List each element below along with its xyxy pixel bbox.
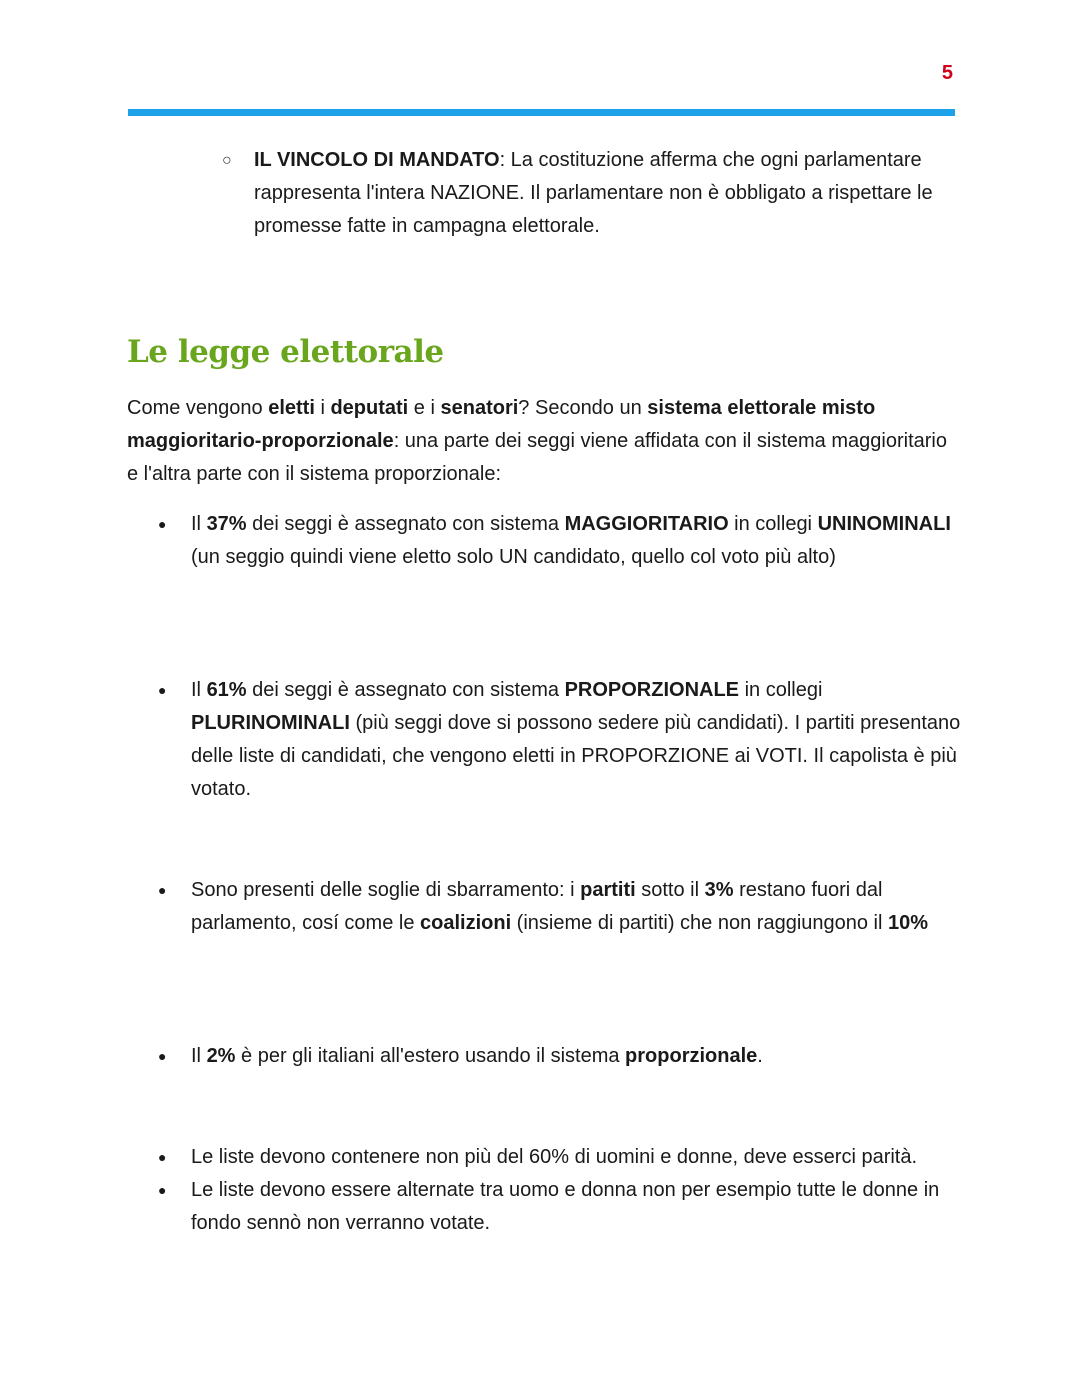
hollow-bullet-icon: ○ bbox=[222, 152, 232, 169]
sub-list-item: IL VINCOLO DI MANDATO: La costituzione afferma che ogni parlamentare rappresenta l'intera NAZIONE. Il parlamentare non è obbligato a rispettare le promesse fatte in campagna elettorale. bbox=[254, 149, 933, 237]
bullet-icon: ● bbox=[158, 1182, 167, 1198]
bullet-icon: ● bbox=[158, 882, 167, 898]
section-title: Le legge elettorale bbox=[127, 334, 444, 370]
bullet-icon: ● bbox=[158, 1149, 167, 1165]
list-item: Il 2% è per gli italiani all'estero usando il sistema proporzionale. bbox=[191, 1045, 763, 1067]
list-item: Il 37% dei seggi è assegnato con sistema MAGGIORITARIO in collegi UNINOMINALI (un seggio quindi viene eletto solo UN candidato, quello col voto più alto) bbox=[191, 513, 951, 568]
intro-paragraph: Come vengono eletti i deputati e i senatori? Secondo un sistema elettorale misto maggioritario-proporzionale: una parte dei seggi viene affidata con il sistema maggioritario e l'altra parte con il sistema proporzionale: bbox=[127, 397, 947, 485]
page-number: 5 bbox=[941, 62, 953, 84]
list-item: Sono presenti delle soglie di sbarramento: i partiti sotto il 3% restano fuori dal parlamento, cosí come le coalizioni (insieme di partiti) che non raggiungono il 10% bbox=[191, 879, 929, 934]
header-rule bbox=[128, 109, 955, 116]
list-item: Le liste devono contenere non più del 60% di uomini e donne, deve esserci parità. bbox=[191, 1146, 918, 1168]
bullet-icon: ● bbox=[158, 516, 167, 532]
list-item: Il 61% dei seggi è assegnato con sistema PROPORZIONALE in collegi PLURINOMINALI (più seggi dove si possono sedere più candidati). I partiti presentano delle liste di candidati, che vengono eletti in PROPORZIONE ai VOTI. Il capolista è più votato. bbox=[191, 679, 961, 800]
list-item: Le liste devono essere alternate tra uomo e donna non per esempio tutte le donne in fondo sennò non verranno votate. bbox=[191, 1179, 940, 1234]
bullet-icon: ● bbox=[158, 1048, 167, 1064]
bullet-icon: ● bbox=[158, 682, 167, 698]
